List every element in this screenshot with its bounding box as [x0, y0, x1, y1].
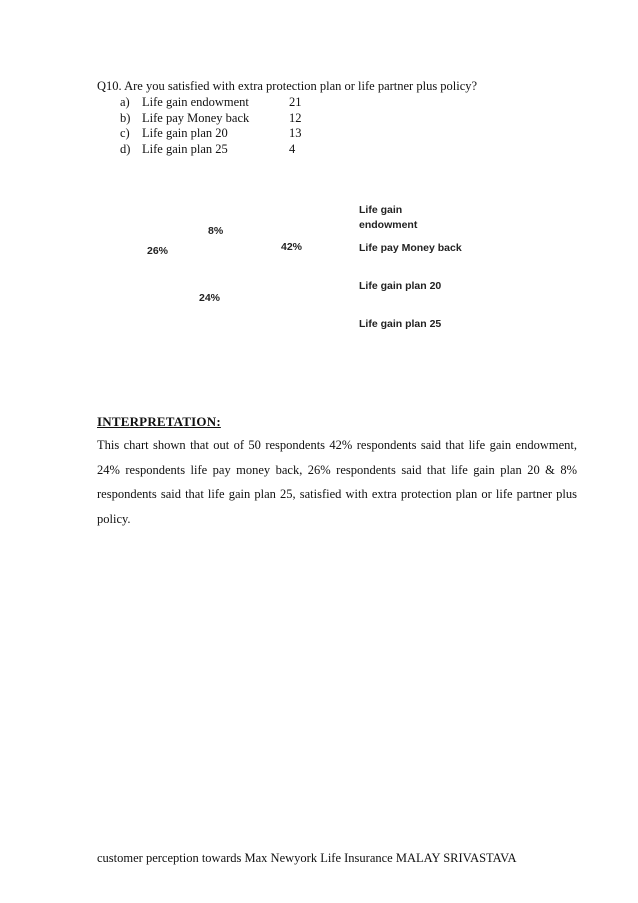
- option-label: Life gain plan 25: [142, 141, 228, 156]
- data-label-life-gain-plan-20: 26%: [147, 245, 169, 257]
- page-footer: customer perception towards Max Newyork Life Insurance MALAY SRIVASTAVA: [97, 851, 517, 865]
- option-count: 21: [289, 95, 302, 109]
- data-label-life-gain-plan-25: 8%: [208, 225, 224, 237]
- interpretation-body: This chart shown that out of 50 respondents 42% respondents said that life gain endowment, 24% respondents life pay money back, 26% respondents said that life gain plan 20 & 8% respondents said that life gain plan 25, satisfied with extra protection plan or life partner plus policy.: [97, 438, 577, 526]
- interpretation-heading: INTERPRETATION:: [97, 414, 221, 429]
- option-letter: d): [120, 141, 131, 156]
- legend-item-life-gain-plan-20: Life gain plan 20: [359, 280, 442, 292]
- option-label: Life pay Money back: [142, 110, 250, 125]
- data-label-life-pay-money-back: 24%: [199, 292, 221, 304]
- option-count: 4: [289, 141, 296, 156]
- option-letter: c): [120, 126, 130, 140]
- question-text: Q10. Are you satisfied with extra protection plan or life partner plus policy?: [97, 79, 478, 93]
- option-label: Life gain endowment: [142, 95, 249, 109]
- legend-item-life-gain-plan-25: Life gain plan 25: [359, 318, 442, 330]
- option-letter: b): [120, 110, 131, 125]
- legend-item-life-pay-money-back: Life pay Money back: [359, 242, 462, 254]
- option-count: 12: [289, 110, 302, 125]
- option-count: 13: [289, 126, 302, 140]
- legend-item-life-gain-endowment: Life gain endowment: [359, 204, 418, 231]
- option-label: Life gain plan 20: [142, 126, 228, 140]
- option-letter: a): [120, 95, 130, 109]
- data-label-life-gain-endowment: 42%: [281, 241, 303, 253]
